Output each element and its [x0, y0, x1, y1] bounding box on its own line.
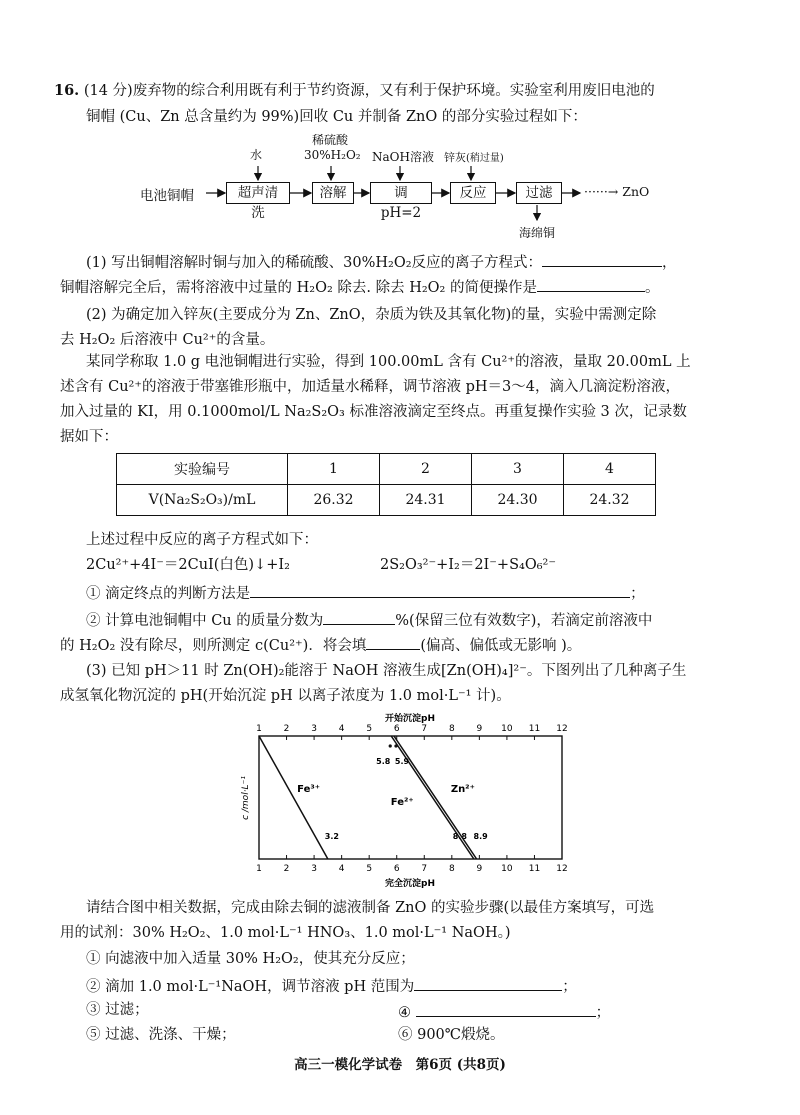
- titration-table: [116, 453, 656, 516]
- chart-top-tick-label: 5: [366, 724, 373, 734]
- chart-top-tick-label: 9: [476, 724, 483, 734]
- flow-tail: ······→ ZnO: [584, 184, 650, 199]
- chart-top-tick-label: 6: [393, 724, 400, 734]
- question-points: (14 分): [83, 83, 133, 99]
- flow-step-dissolve: 溶解: [312, 182, 354, 204]
- chart-top-tick-label: 3: [311, 724, 317, 734]
- chart-bottom-tick-label: 11: [528, 864, 541, 874]
- step-2-end: ；: [562, 979, 577, 995]
- table-header-cell: 4: [564, 454, 656, 485]
- step-5: ⑤ 过滤、洗涤、干燥；: [86, 1027, 236, 1043]
- reagent-naoh: NaOH溶液: [372, 150, 434, 164]
- subq-1-line: [86, 581, 645, 604]
- chart-bottom-tick-label: 12: [556, 864, 568, 874]
- chart-series-name: Zn²⁺: [450, 784, 475, 795]
- reagent-water: 水: [250, 148, 263, 162]
- subq-1-text: ① 滴定终点的判断方法是: [86, 586, 251, 602]
- chart-start-label: 5.9: [394, 757, 410, 766]
- question-number: 16.: [54, 82, 80, 99]
- page-footer: 高三一模化学试卷 第6页 (共8页): [294, 1057, 506, 1073]
- table-header-cell: 2: [380, 454, 472, 485]
- answer-blank-5[interactable]: [366, 633, 420, 650]
- chart-start-label: 5.8: [376, 757, 391, 766]
- chart-bottom-tick-label: 2: [283, 864, 290, 874]
- answer-blank-1[interactable]: [542, 250, 662, 267]
- chart-title-bottom: 完全沉淀pH: [385, 879, 435, 889]
- chart-series-line: [259, 736, 328, 859]
- chart-top-tick-label: 11: [528, 724, 541, 734]
- part3-line-1: (3) 已知 pH＞11 时 Zn(OH)₂能溶于 NaOH 溶液生成[Zn(OH)₄]²⁻。下图列出了几种离子生: [86, 663, 687, 679]
- subq-2-line: [86, 608, 652, 631]
- table-cell: 24.32: [564, 485, 656, 516]
- chart-top-tick-label: 2: [283, 724, 290, 734]
- chart-ylabel: c /mol·L⁻¹: [241, 776, 251, 820]
- step-2-line: [86, 974, 577, 997]
- answer-blank-4[interactable]: [323, 608, 395, 625]
- part1-line-2: [60, 275, 659, 298]
- part1-line-1: [86, 250, 677, 273]
- part2-line-6: 据如下：: [60, 429, 118, 445]
- subq-2-text-2a: 的 H₂O₂ 没有除尽，则所测定 c(Cu²⁺)．将会填: [60, 638, 367, 654]
- step-6: ⑥ 900℃煅烧。: [398, 1027, 505, 1043]
- part2-line-2: 去 H₂O₂ 后溶液中 Cu²⁺的含量。: [60, 332, 275, 348]
- chart-end-label: 8.9: [473, 832, 488, 841]
- chart-bottom-tick-label: 1: [256, 864, 262, 874]
- part1-end-2: 。: [644, 280, 660, 296]
- part2-line-5: 加入过量的 KI，用 0.1000mol/L Na₂S₂O₃ 标准溶液滴定至终点。再重复操作实验 3 次，记录数: [60, 404, 687, 420]
- part1-text-2: 铜帽溶解完全后，需将溶液中过量的 H₂O₂ 除去. 除去 H₂O₂ 的简便操作是: [60, 280, 537, 296]
- chart-top-tick-label: 8: [448, 724, 455, 734]
- table-header-row: [117, 454, 656, 485]
- flow-step-react: 反应: [450, 182, 496, 204]
- flow-step-adjust-ph: 调pH=2: [370, 182, 432, 204]
- subq-1-end: ；: [630, 586, 645, 602]
- chart-bottom-tick-label: 5: [366, 864, 373, 874]
- step-4-line: [398, 1000, 610, 1023]
- part2-line-4: 述含有 Cu²⁺的溶液于带塞锥形瓶中，加适量水稀释，调节溶液 pH＝3～4，滴入几滴淀粉溶液，: [60, 379, 680, 395]
- part1-end-1: ，: [662, 255, 677, 271]
- reagent-zinc-label: 锌灰: [444, 151, 466, 164]
- chart-bottom-tick-label: 8: [448, 864, 455, 874]
- part3-cont-line-1: 请结合图中相关数据，完成由除去铜的滤液制备 ZnO 的实验步骤(以最佳方案填写，可选: [86, 900, 655, 916]
- chart-top-tick-label: 12: [556, 724, 568, 734]
- chart-bottom-tick-label: 7: [421, 864, 428, 874]
- table-cell: 26.32: [288, 485, 380, 516]
- reaction-equation-2: 2S₂O₃²⁻+I₂＝2I⁻+S₄O₆²⁻: [380, 557, 556, 573]
- answer-blank-2[interactable]: [537, 275, 645, 292]
- step-2-text: ② 滴加 1.0 mol·L⁻¹NaOH，调节溶液 pH 范围为: [86, 979, 415, 995]
- answer-blank-7[interactable]: [416, 1000, 596, 1017]
- chart-bottom-tick-label: 3: [311, 864, 317, 874]
- flow-product-sponge-copper: 海绵铜: [519, 226, 556, 240]
- flow-step-cleaning: 超声清洗: [226, 182, 290, 204]
- reagent-zinc: [444, 149, 504, 165]
- chart-bottom-tick-label: 6: [393, 864, 400, 874]
- chart-top-tick-label: 7: [421, 724, 428, 734]
- table-row: [117, 485, 656, 516]
- precipitation-ph-chart: [230, 712, 590, 892]
- chart-top-tick-label: 10: [501, 724, 513, 734]
- flow-start-label: 电池铜帽: [140, 188, 194, 204]
- chart-series-name: Fe³⁺: [297, 784, 321, 795]
- chart-end-label: 3.2: [324, 832, 339, 841]
- part1-text-1: (1) 写出铜帽溶解时铜与加入的稀硫酸、30%H₂O₂反应的离子方程式：: [86, 255, 543, 271]
- reactions-intro: 上述过程中反应的离子方程式如下：: [86, 532, 318, 548]
- subq-2-text-2b: (偏高、偏低或无影响 )。: [420, 638, 582, 654]
- step-3: ③ 过滤；: [86, 1002, 149, 1018]
- flow-step-filter: 过滤: [516, 182, 562, 204]
- part2-line-1: (2) 为确定加入锌灰(主要成分为 Zn、ZnO，杂质为铁及其氧化物)的量，实验中需测定除: [86, 307, 657, 323]
- answer-blank-6[interactable]: [414, 974, 562, 991]
- answer-blank-3[interactable]: [250, 581, 630, 598]
- table-cell: 24.30: [472, 485, 564, 516]
- table-header-cell: 1: [288, 454, 380, 485]
- subq-2-line-2: [60, 633, 581, 656]
- chart-bottom-tick-label: 4: [338, 864, 345, 874]
- chart-point: [389, 744, 392, 747]
- subq-2-text: ② 计算电池铜帽中 Cu 的质量分数为: [86, 613, 324, 629]
- reagent-acid-1: 稀硫酸: [312, 133, 349, 147]
- step-4-text: ④: [398, 1005, 411, 1021]
- table-header-cell: 实验编号: [117, 454, 288, 485]
- question-intro-line-2: 铜帽 (Cu、Zn 总含量约为 99%)回收 Cu 并制备 ZnO 的部分实验过程如下：: [86, 109, 587, 125]
- question-intro-text-1: 废弃物的综合利用既有利于节约资源，又有利于保护环境。实验室利用废旧电池的: [132, 83, 655, 99]
- part2-line-3: 某同学称取 1.0 g 电池铜帽进行实验，得到 100.00mL 含有 Cu²⁺的溶液，量取 20.00mL 上: [86, 354, 691, 370]
- reagent-zinc-note: (稍过量): [466, 153, 504, 164]
- chart-top-tick-label: 1: [256, 724, 262, 734]
- part3-cont-line-2: 用的试剂：30% H₂O₂、1.0 mol·L⁻¹ HNO₃、1.0 mol·L⁻¹ NaOH。): [60, 925, 511, 941]
- part3-line-2: 成氢氧化物沉淀的 pH(开始沉淀 pH 以离子浓度为 1.0 mol·L⁻¹ 计)。: [60, 688, 511, 704]
- chart-end-label: 8.8: [452, 832, 467, 841]
- subq-2-mid: %(保留三位有效数字)，若滴定前溶液中: [395, 613, 653, 629]
- chart-bottom-tick-label: 9: [476, 864, 483, 874]
- chart-bottom-tick-label: 10: [501, 864, 513, 874]
- chart-series-name: Fe²⁺: [390, 797, 414, 808]
- table-row-label: V(Na₂S₂O₃)/mL: [117, 485, 288, 516]
- chart-top-tick-label: 4: [338, 724, 345, 734]
- reagent-acid-2: 30%H₂O₂: [304, 148, 361, 162]
- chart-point: [394, 744, 397, 747]
- table-cell: 24.31: [380, 485, 472, 516]
- table-header-cell: 3: [472, 454, 564, 485]
- step-1: ① 向滤液中加入适量 30% H₂O₂，使其充分反应；: [86, 951, 415, 967]
- chart-title-top: 开始沉淀pH: [385, 714, 435, 724]
- step-4-end: ；: [595, 1005, 611, 1021]
- reaction-equation-1: 2Cu²⁺+4I⁻＝2CuI(白色)↓+I₂: [86, 557, 290, 573]
